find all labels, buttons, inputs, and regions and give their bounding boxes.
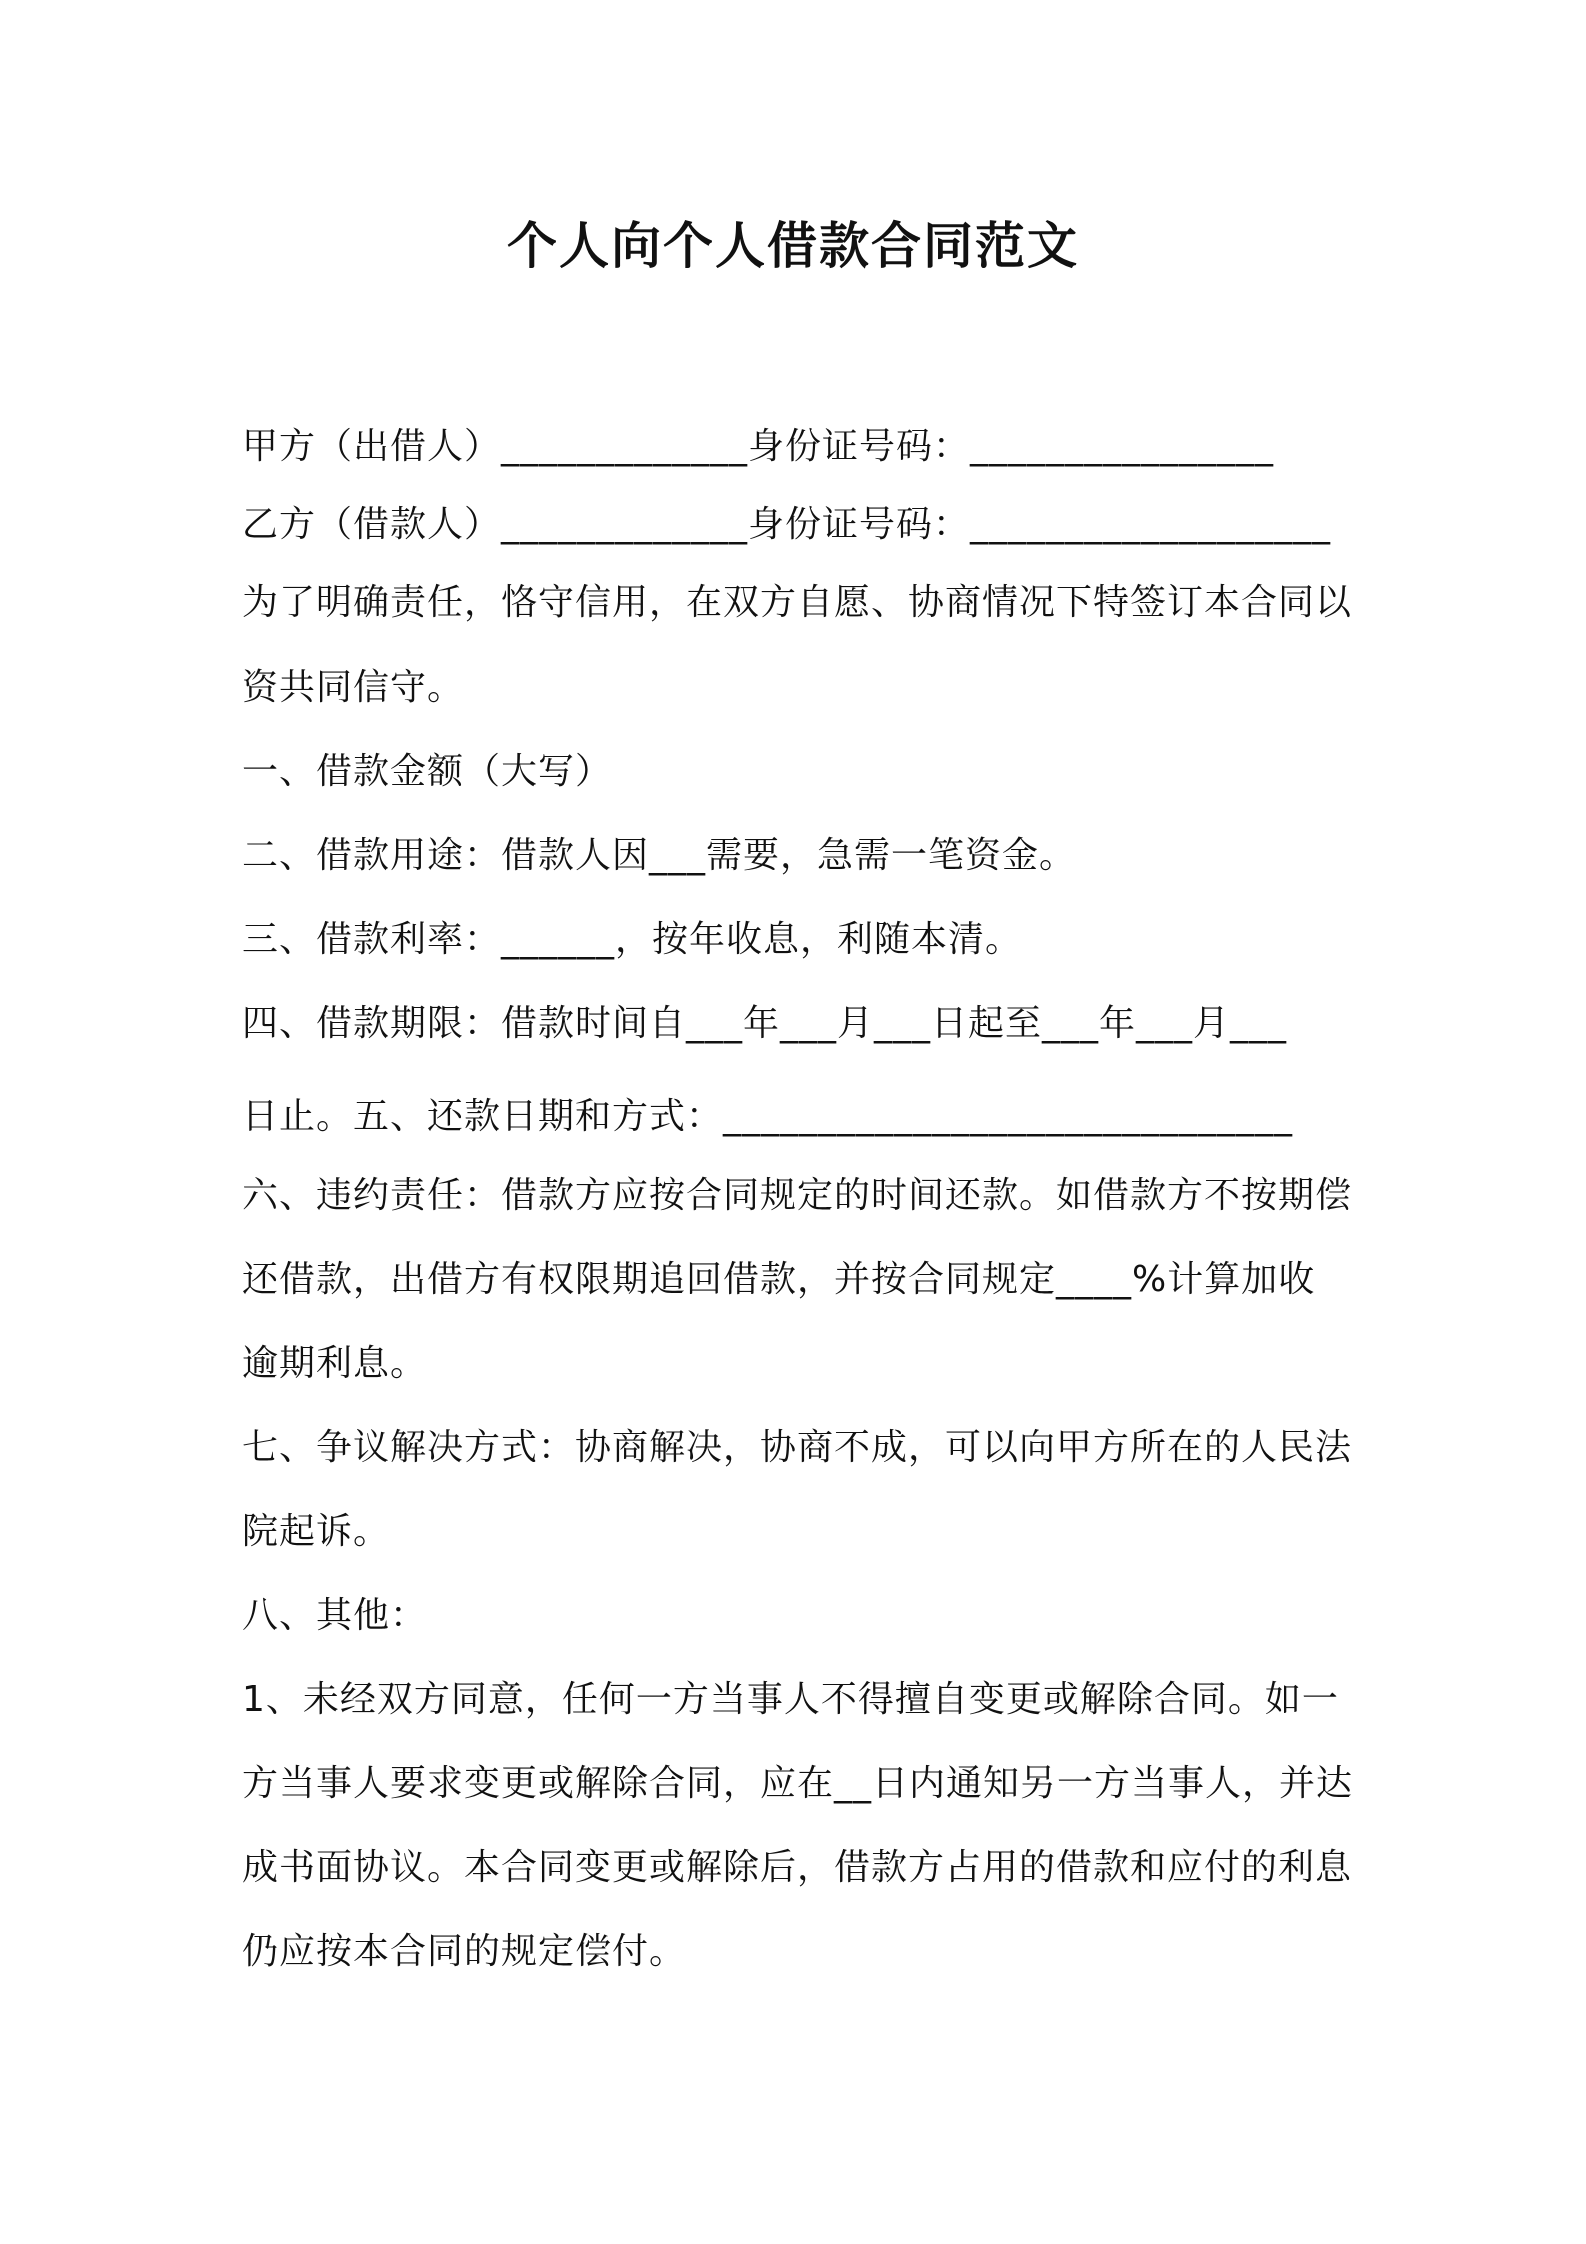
clause-8-item-1-line-3: 成书面协议。本合同变更或解除后，借款方占用的借款和应付的利息 xyxy=(242,1847,1353,1888)
clause-7-line-2: 院起诉。 xyxy=(242,1511,391,1552)
clause-3-interest: 三、借款利率：______，按年收息，利随本清。 xyxy=(242,919,1023,960)
clause-8-item-1-line-4: 仍应按本合同的规定偿付。 xyxy=(242,1931,687,1972)
preamble-line-2: 资共同信守。 xyxy=(242,667,465,708)
clause-8-item-1-line-1: 1、未经双方同意，任何一方当事人不得擅自变更或解除合同。如一 xyxy=(242,1679,1339,1720)
clause-6-line-3: 逾期利息。 xyxy=(242,1343,428,1384)
party-a-line: 甲方（出借人）_____________身份证号码：________________ xyxy=(242,426,1275,467)
preamble-line-1: 为了明确责任，恪守信用，在双方自愿、协商情况下特签订本合同以 xyxy=(242,582,1353,623)
clause-7-line-1: 七、争议解决方式：协商解决，协商不成，可以向甲方所在的人民法 xyxy=(242,1427,1353,1468)
clause-6-line-2: 还借款，出借方有权限期追回借款，并按合同规定____%计算加收 xyxy=(242,1259,1316,1300)
clause-8-item-1-line-2: 方当事人要求变更或解除合同，应在__日内通知另一方当事人，并达 xyxy=(242,1763,1354,1804)
clause-2-purpose: 二、借款用途：借款人因___需要，急需一笔资金。 xyxy=(242,835,1077,876)
clause-4-term-line-1: 四、借款期限：借款时间自___年___月___日起至___年___月___ xyxy=(242,1003,1288,1044)
clause-4-5-line: 日止。五、还款日期和方式：______________________________ xyxy=(242,1096,1294,1137)
party-b-line: 乙方（借款人）_____________身份证号码：___________________ xyxy=(242,504,1332,545)
clause-1-amount: 一、借款金额（大写） xyxy=(242,751,613,792)
clause-6-line-1: 六、违约责任：借款方应按合同规定的时间还款。如借款方不按期偿 xyxy=(242,1175,1353,1216)
page-title: 个人向个人借款合同范文 xyxy=(507,217,1079,275)
clause-8-heading: 八、其他： xyxy=(242,1595,428,1636)
